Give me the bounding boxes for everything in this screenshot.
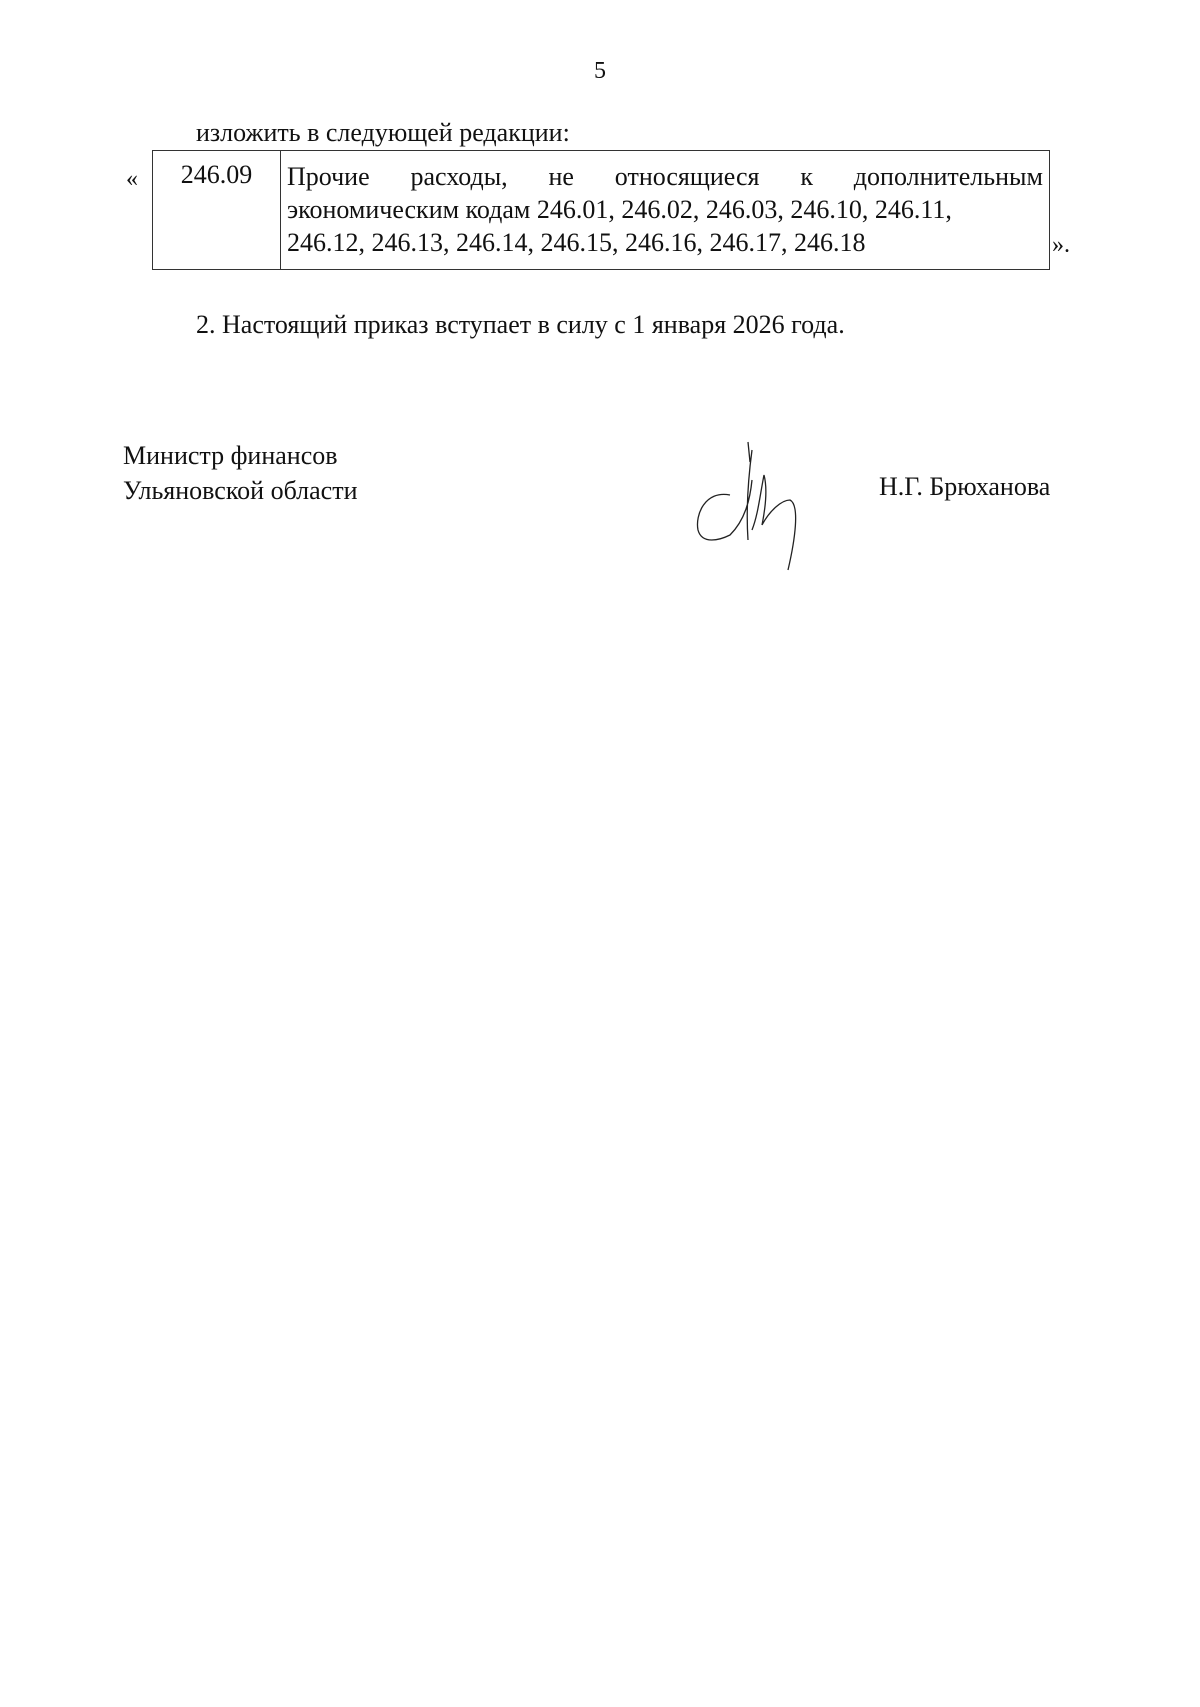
description-line-1 (287, 160, 1043, 193)
table-cell-description (281, 151, 1049, 269)
signatory-title-line-2: Ульяновской области (123, 476, 358, 505)
signatory-name: Н.Г. Брюханова (879, 472, 1051, 501)
quote-close: ». (1052, 232, 1070, 258)
word: относящиеся (614, 162, 760, 191)
word: не (548, 162, 574, 191)
word: дополнительным (853, 162, 1043, 191)
word: расходы, (410, 162, 508, 191)
description-line-3: 246.12, 246.13, 246.14, 246.15, 246.16, 246.17, 246.18 (287, 228, 866, 257)
point-2-text: 2. Настоящий приказ вступает в силу с 1 января 2026 года. (196, 310, 845, 339)
word: к (800, 162, 813, 191)
word: Прочие (287, 162, 370, 191)
intro-text: изложить в следующей редакции: (196, 118, 570, 147)
quote-open: « (126, 166, 138, 192)
signatory-title-line-1: Министр финансов (123, 441, 338, 470)
description-line-2: экономическим кодам 246.01, 246.02, 246.03, 246.10, 246.11, (287, 195, 952, 224)
table-cell-code: 246.09 (153, 151, 281, 269)
signature-icon (690, 440, 840, 580)
signatory-title (123, 438, 357, 508)
codes-table (152, 150, 1050, 270)
page-number: 5 (594, 58, 606, 84)
